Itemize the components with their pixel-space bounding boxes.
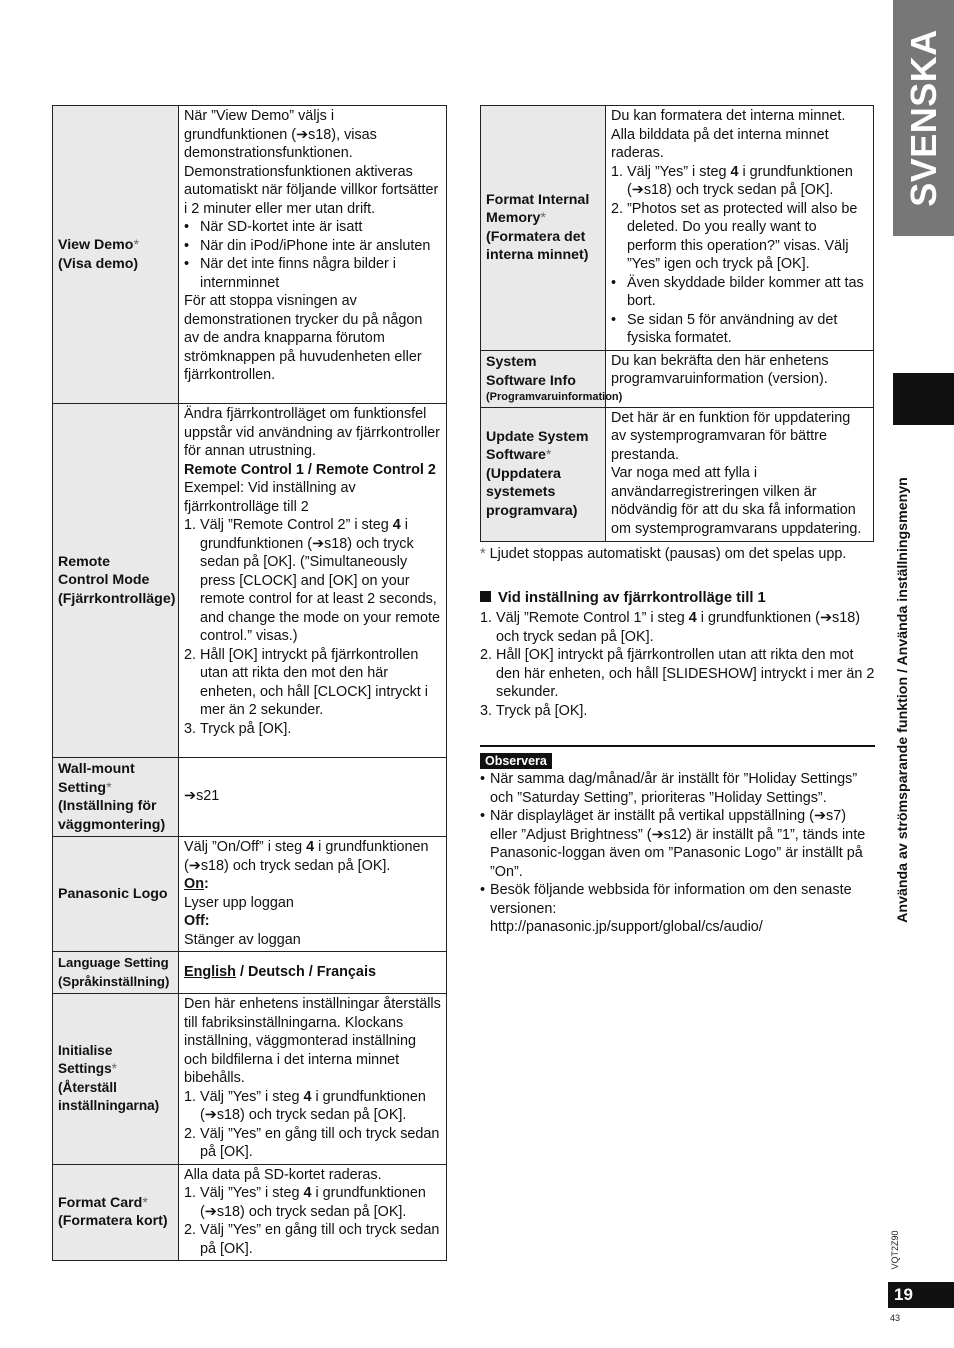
arrow-icon: ➔ bbox=[651, 826, 664, 843]
desc-language-setting: English / Deutsch / Français bbox=[179, 952, 447, 994]
settings-table-left bbox=[52, 105, 447, 1261]
divider bbox=[480, 745, 875, 747]
label-system-software-info: System Software Info (Programvaruinformation) bbox=[481, 350, 606, 407]
row-remote-control-mode bbox=[53, 404, 447, 758]
arrow-icon: ➔ bbox=[204, 1107, 217, 1123]
arrow-icon: ➔ bbox=[204, 1203, 217, 1220]
list-item: 2. ”Photos set as protected will also be deleted. Do you really want to perform this operation?” visas. Välj ”Yes” igen och tryck på [OK]. bbox=[611, 200, 858, 272]
list-item: 1. Välj ”Remote Control 2” i steg 4 i grundfunktionen (➔s18) och tryck sedan på [OK]. (”Simultaneously press [CLOCK] and [OK] on your remote control for at least 2 seconds, and change the mode on your remote control.” visas.) bbox=[184, 517, 441, 644]
section-marker bbox=[893, 373, 954, 425]
desc-system-software-info: Du kan bekräfta den här enhetens programvaruinformation (version). bbox=[606, 350, 874, 407]
label-format-internal-memory: Format Internal Memory* (Formatera det interna minnet) bbox=[481, 106, 606, 351]
desc-update-system-software: Det här är en funktion för uppdatering av systemprogramvaran för bättre prestanda. Var noga med att fylla i användarregistreringen vilken är nödvändig för att du ska få information om systemprogramvarans uppdatering. bbox=[606, 407, 874, 541]
support-url[interactable]: http://panasonic.jp/support/global/cs/audio/ bbox=[490, 919, 763, 935]
list-item: 3. Tryck på [OK]. bbox=[480, 702, 588, 719]
arrow-icon: ➔ bbox=[819, 610, 833, 626]
label-update-system-software: Update System Software* (Uppdatera systemets programvara) bbox=[481, 407, 606, 541]
list-item: 1. Välj ”Yes” i steg 4 i grundfunktionen (➔s18) och tryck sedan på [OK]. bbox=[184, 1088, 426, 1123]
arrow-icon: ➔ bbox=[296, 126, 309, 143]
desc-remote-control-mode: Ändra fjärrkontrolläget om funktionsfel uppstår vid användning av fjärrkontroller för annan utrustning. Remote Control 1 / Remote Control 2 Exempel: Vid inställning av fjärrkontrolläge till 2 1. Välj ”Remote Control 2” i steg 4 i grundfunktionen (➔s18) och tryck sedan på [OK]. (”Simultaneously press [CLOCK] and [OK] on your remote control for at least 2 seconds, and change the mode on your remote control.” visas.) 2. Håll [OK] intryckt på fjärrkontrollen utan att rikta den mot den här enheten, och håll [CLOCK] intryckt i mer än 2 sekunder. 3. Tryck på [OK]. bbox=[179, 404, 447, 758]
arrow-icon: ➔ bbox=[631, 182, 644, 198]
list-item: • Besök följande webbsida för information om den senaste versionen: http://panasonic.jp/support/global/cs/audio/ bbox=[480, 882, 852, 935]
notes-list bbox=[480, 770, 876, 937]
row-initialise-settings bbox=[53, 994, 447, 1165]
list-item: • Se sidan 5 för användning av det fysiska formatet. bbox=[611, 311, 838, 346]
row-system-software-info bbox=[481, 350, 874, 407]
list-item: • När SD-kortet inte är isatt bbox=[184, 219, 363, 235]
list-item: 1. Välj ”Remote Control 1” i steg 4 i grundfunktionen (➔s18) och tryck sedan på [OK]. bbox=[480, 610, 861, 645]
note-tag: Observera bbox=[480, 753, 552, 769]
language-tab: SVENSKA bbox=[893, 0, 954, 236]
row-panasonic-logo bbox=[53, 837, 447, 952]
list-item: 2. Håll [OK] intryckt på fjärrkontrollen utan att rikta den mot den här enheten, och håll [SLIDESHOW] intryckt i mer än 2 sekunder. bbox=[480, 647, 875, 700]
label-language-setting: Language Setting (Språkinställning) bbox=[53, 952, 179, 994]
list-item: 1. Välj ”Yes” i steg 4 i grundfunktionen (➔s18) och tryck sedan på [OK]. bbox=[184, 1185, 426, 1220]
row-language-setting bbox=[53, 952, 447, 994]
list-item: 2. Håll [OK] intryckt på fjärrkontrollen utan att rikta den mot den här enheten, och håll [CLOCK] intryckt i mer än 2 sekunder. bbox=[184, 646, 428, 718]
page-number: 19 bbox=[888, 1282, 954, 1308]
list-item: • När samma dag/månad/år är inställt för ”Holiday Settings” och ”Saturday Setting”, prioriteras ”Holiday Settings”. bbox=[480, 771, 858, 806]
arrow-icon: ➔ bbox=[813, 808, 827, 824]
label-initialise-settings: Initialise Settings* (Återställ inställningarna) bbox=[53, 994, 179, 1165]
list-item: • När det inte finns några bilder i internminnet bbox=[184, 256, 396, 291]
label-wall-mount: Wall-mount Setting* (Inställning för väggmontering) bbox=[53, 758, 179, 837]
label-panasonic-logo: Panasonic Logo bbox=[53, 837, 179, 952]
row-format-card bbox=[53, 1164, 447, 1261]
row-view-demo bbox=[53, 106, 447, 404]
list-item: 3. Tryck på [OK]. bbox=[184, 720, 292, 737]
list-item: 1. Välj ”Yes” i steg 4 i grundfunktionen (➔s18) och tryck sedan på [OK]. bbox=[611, 163, 853, 198]
arrow-icon: ➔ bbox=[188, 857, 201, 874]
section-heading: Vid inställning av fjärrkontrolläge till 1 bbox=[480, 590, 880, 606]
list-item: • När displayläget är inställt på vertikal uppställning (➔s7) eller ”Adjust Brightness” (➔s12) är inställt på ”1”, tänds inte Panasonic-loggan även om ”Panasonic Logo” är inställt på ”On”. bbox=[480, 808, 866, 880]
remote1-steps bbox=[480, 609, 876, 720]
arrow-icon: ➔ bbox=[312, 535, 325, 552]
row-format-internal-memory bbox=[481, 106, 874, 351]
list-item: • När din iPod/iPhone inte är ansluten bbox=[184, 237, 431, 254]
list-item: • Även skyddade bilder kommer att tas bort. bbox=[611, 274, 864, 309]
list-item: 2. Välj ”Yes” en gång till och tryck sedan på [OK]. bbox=[184, 1222, 440, 1257]
desc-format-internal-memory: Du kan formatera det interna minnet. Alla bilddata på det interna minnet raderas. 1. Välj ”Yes” i steg 4 i grundfunktionen (➔s18) och tryck sedan på [OK]. 2. ”Photos set as protected will also be deleted. Do you really want to perform this operation?” visas. Välj ”Yes” igen och tryck på [OK]. • Även skyddade bilder kommer att tas bort. • Se sidan 5 för användning av det fysiska formatet. bbox=[606, 106, 874, 351]
desc-view-demo: När ”View Demo” väljs i grundfunktionen (➔s18), visas demonstrationsfunktionen. Demonstrationsfunktionen aktiveras automatiskt när följande villkor fortsätter i 2 minuter eller mer utan drift. • När SD-kortet inte är isatt • När din iPod/iPhone inte är ansluten • När det inte finns några bilder i internminnet För att stoppa visningen av demonstrationen trycker du på någon av de andra knapparna förutom strömknappen på huvudenheten eller fjärrkontrollen. bbox=[179, 106, 447, 404]
sub-page-number: 43 bbox=[890, 1313, 901, 1323]
label-format-card: Format Card* (Formatera kort) bbox=[53, 1164, 179, 1261]
row-update-system-software bbox=[481, 407, 874, 541]
arrow-icon: ➔ bbox=[184, 788, 197, 805]
list-item: 2. Välj ”Yes” en gång till och tryck sedan på [OK]. bbox=[184, 1125, 440, 1160]
desc-wall-mount: ➔s21 bbox=[179, 758, 447, 837]
desc-panasonic-logo: Välj ”On/Off” i steg 4 i grundfunktionen (➔s18) och tryck sedan på [OK]. On: Lyser upp loggan Off: Stänger av loggan bbox=[179, 837, 447, 952]
label-remote-control-mode: Remote Control Mode (Fjärrkontrolläge) bbox=[53, 404, 179, 758]
desc-initialise-settings: Den här enhetens inställningar återställs till fabriksinställningarna. Klockans inställning, väggmonterad inställning och bildfilerna i det interna minnet bibehålls. 1. Välj ”Yes” i steg 4 i grundfunktionen (➔s18) och tryck sedan på [OK]. 2. Välj ”Yes” en gång till och tryck sedan på [OK]. bbox=[179, 994, 447, 1165]
label-view-demo: View Demo* (Visa demo) bbox=[53, 106, 179, 404]
settings-table-right bbox=[480, 105, 874, 542]
desc-format-card: Alla data på SD-kortet raderas. 1. Välj ”Yes” i steg 4 i grundfunktionen (➔s18) och tryck sedan på [OK]. 2. Välj ”Yes” en gång till och tryck sedan på [OK]. bbox=[179, 1164, 447, 1261]
footnote: * Ljudet stoppas automatiskt (pausas) om det spelas upp. bbox=[480, 546, 847, 562]
row-wall-mount bbox=[53, 758, 447, 837]
square-bullet-icon bbox=[480, 591, 491, 602]
